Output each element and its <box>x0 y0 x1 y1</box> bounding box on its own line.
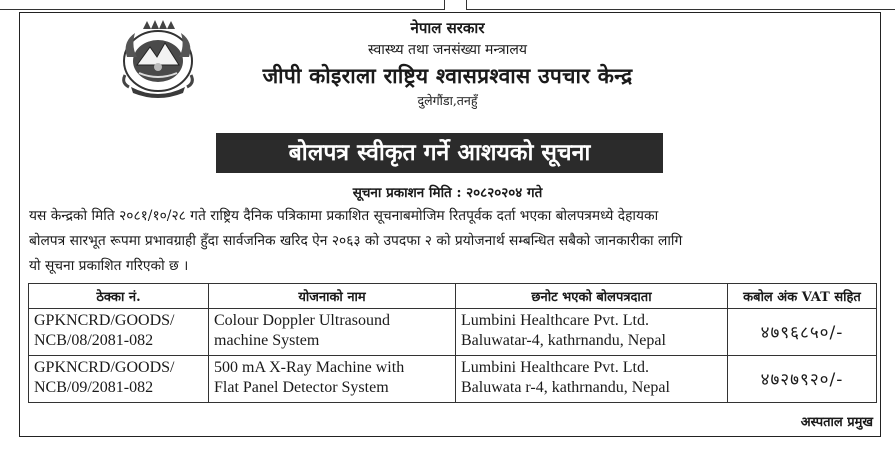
bidder-name-line: Lumbini Healthcare Pvt. Ltd. <box>461 312 649 329</box>
project-name-cell <box>209 356 456 403</box>
bidder-name-line: Lumbini Healthcare Pvt. Ltd. <box>461 359 649 376</box>
notice-body-line: यस केन्द्रको मिति २०८१/१०/२८ गते राष्ट्रिय दैनिक पत्रिकामा प्रकाशित सूचनाबमोजिम रितपूर्वक दर्ता भएका बोलपत्रमध्ये देहायका <box>29 208 659 224</box>
bidder-address-line: Baluwata r-4, kathrnandu, Nepal <box>461 379 670 396</box>
institution-location: दुलेगौंडा,तनहुँ <box>417 93 478 108</box>
project-name-line: Flat Panel Detector System <box>214 379 389 396</box>
contract-number-line: GPKNCRD/GOODS/ <box>34 359 175 376</box>
institution-name: जीपी कोइराला राष्ट्रिय श्वासप्रश्वास उपचार केन्द्र <box>262 63 633 88</box>
bidder-cell <box>456 356 728 403</box>
notice-body-line: बोलपत्र सारभूत रूपमा प्रभावग्राही हुँदा सार्वजनिक खरिद ऐन २०६३ को उपदफा २ को प्रयोजनार्थ सम्बन्धित सबैको जानकारीका लागि <box>29 233 683 249</box>
contract-number-line: GPKNCRD/GOODS/ <box>34 312 175 329</box>
notice-title-banner: बोलपत्र स्वीकृत गर्ने आशयको सूचना <box>216 133 663 173</box>
column-header-bid-amount: कबोल अंक VAT सहित <box>728 284 877 309</box>
column-header-project-name: योजनाको नाम <box>209 284 456 309</box>
bidder-address-line: Baluwatar-4, kathrnandu, Nepal <box>461 332 666 349</box>
contract-number-line: NCB/09/2081-082 <box>34 379 154 396</box>
government-name: नेपाल सरकार <box>410 19 485 37</box>
contract-number-cell <box>29 356 209 403</box>
bid-amount-cell: ४७२७९२०/- <box>728 356 877 403</box>
project-name-cell <box>209 309 456 356</box>
top-border-left <box>0 0 445 10</box>
top-border-right <box>466 0 895 10</box>
project-name-line: 500 mA X-Ray Machine with <box>214 359 405 376</box>
contract-number-cell <box>29 309 209 356</box>
column-header-selected-bidder: छनोट भएको बोलपत्रदाता <box>456 284 728 309</box>
notice-body-line: यो सूचना प्रकाशित गरिएको छ । <box>29 258 189 274</box>
bidder-cell <box>456 309 728 356</box>
project-name-line: Colour Doppler Ultrasound <box>214 312 390 329</box>
table-row <box>29 356 877 403</box>
contract-number-line: NCB/08/2081-082 <box>34 332 154 349</box>
column-header-contract-no: ठेक्का नं. <box>29 284 209 309</box>
bid-amount-cell: ४७९६८५०/- <box>728 309 877 356</box>
ministry-name: स्वास्थ्य तथा जनसंख्या मन्त्रालय <box>368 42 527 58</box>
table-row <box>29 309 877 356</box>
signatory-title: अस्पताल प्रमुख <box>800 415 873 430</box>
project-name-line: machine System <box>214 332 320 349</box>
award-table <box>28 283 877 403</box>
notice-body <box>29 204 879 279</box>
table-header-row <box>29 284 877 309</box>
publication-date: सूचना प्रकाशन मिति : २०८२०२०४ गते <box>352 185 543 201</box>
